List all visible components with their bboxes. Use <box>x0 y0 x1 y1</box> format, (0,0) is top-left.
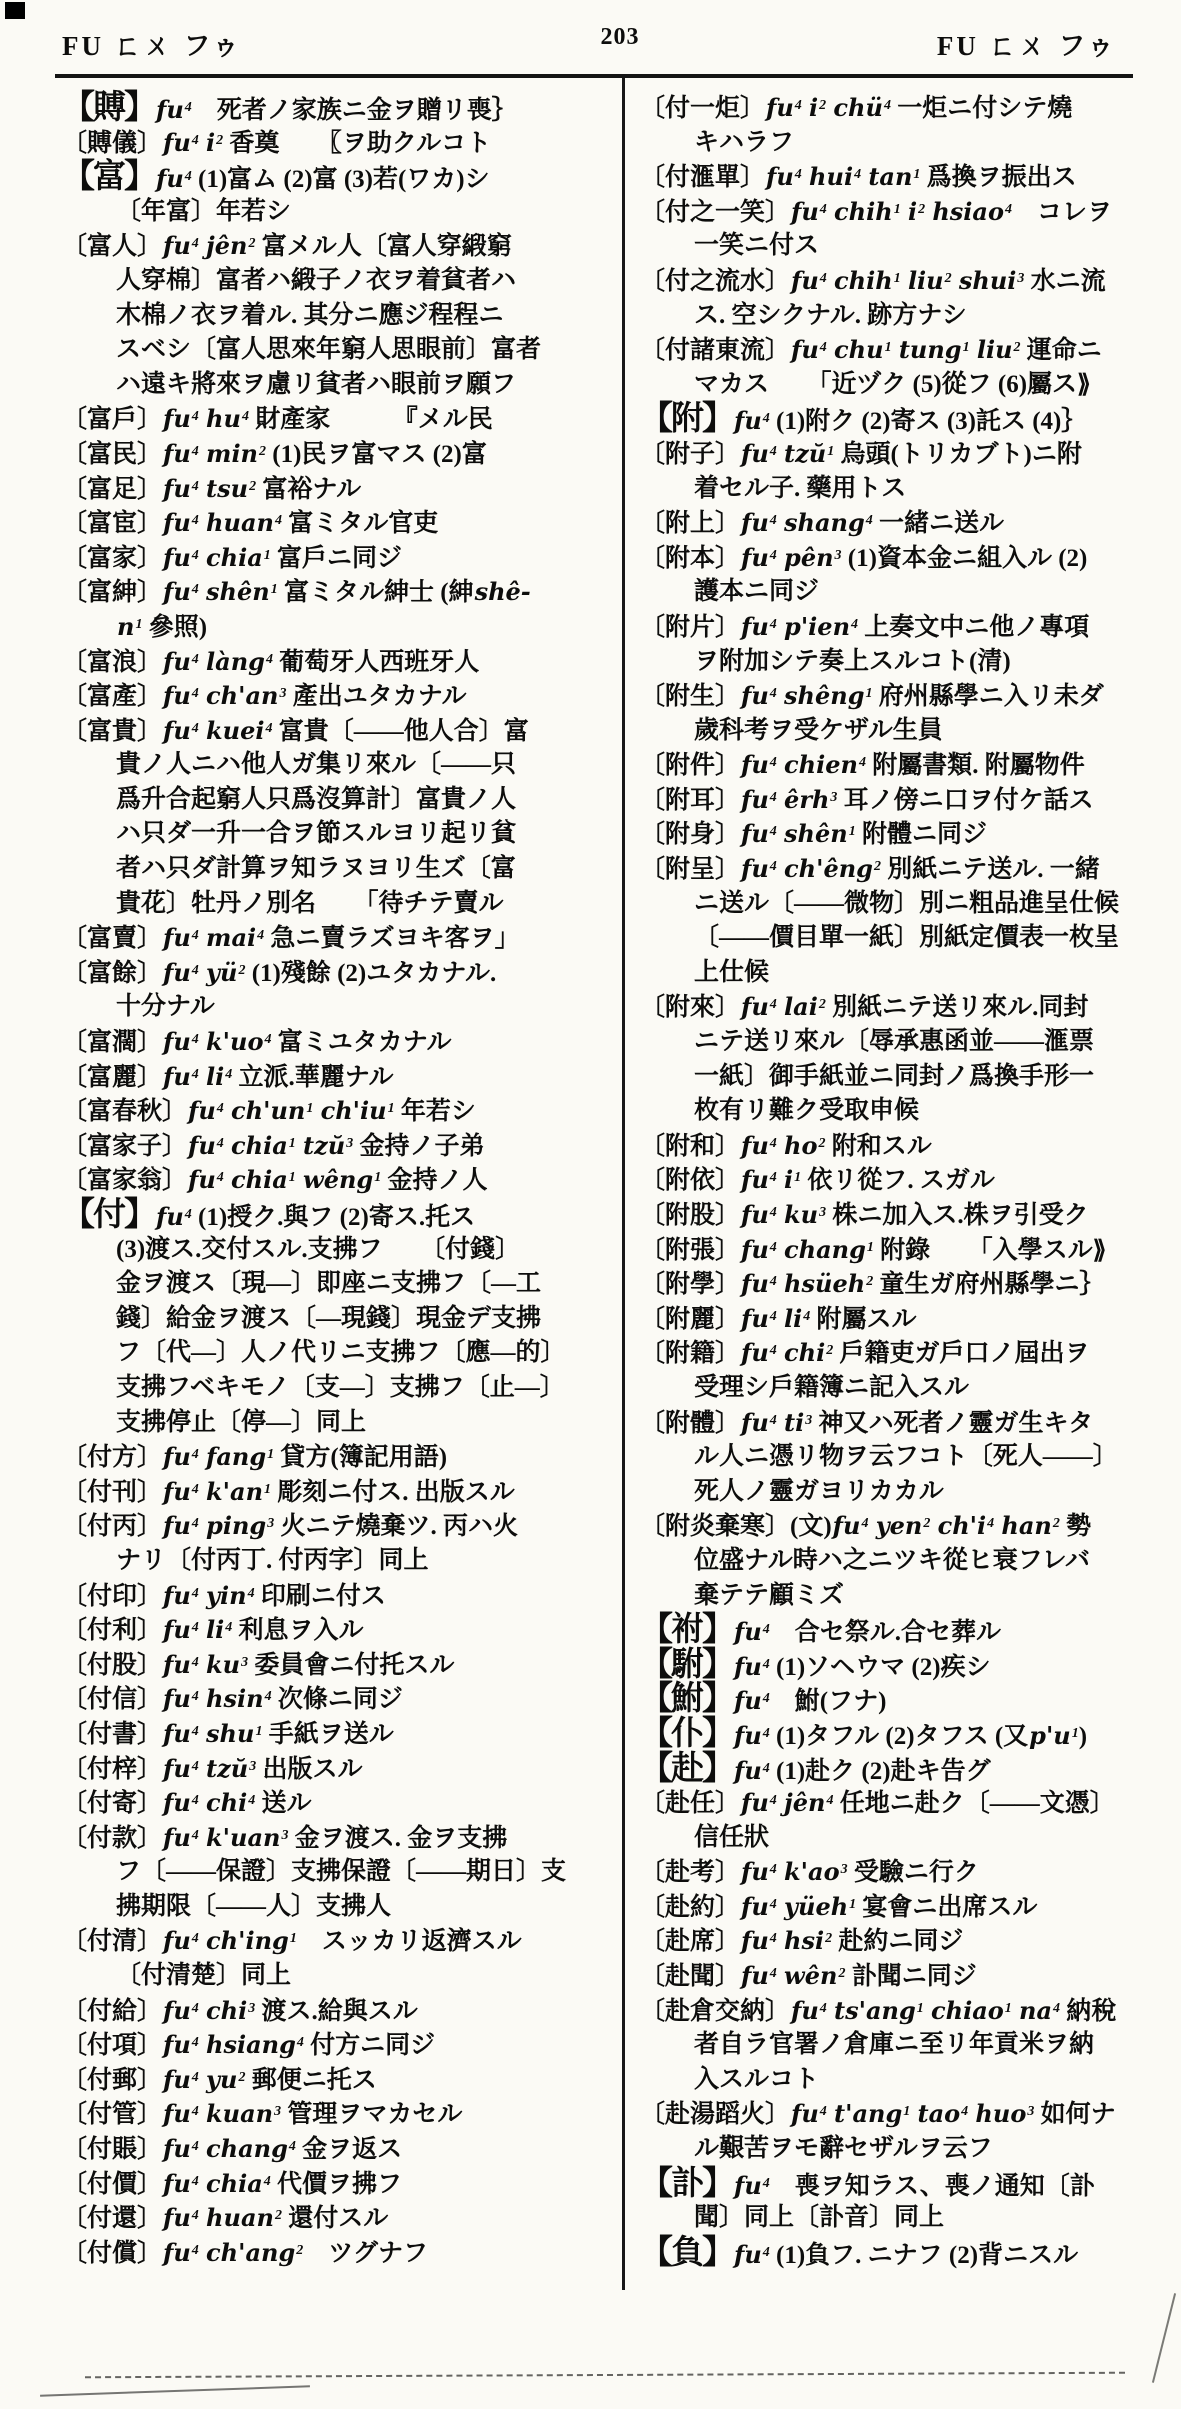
entry-line: 護本ニ同ジ <box>694 578 820 606</box>
entry-line: 〔付利〕$fu^4$ $li^4$ 利息ヲ入ル <box>62 1615 364 1645</box>
right-column <box>640 91 1160 2270</box>
entry-line: 〔富家子〕$fu^4$ chia$^1$ tzŭ$^3$ 金持ノ子弟 <box>62 1130 485 1160</box>
entry-line: 〔付之一笑〕$fu^4$ chih$^1$ $i^2$ hsiao$^4$ コレヲ <box>640 196 1112 226</box>
entry-line: 一紙〕御手紙並ニ同封ノ爲換手形一 <box>694 1062 1095 1090</box>
entry-line: 〔付滙單〕$fu^4$ hui$^4$ $\tan^1$ 爲換ヲ振出ス <box>640 162 1077 192</box>
entry-line: 【訃】$fu^4$ 喪ヲ知ラス、喪ノ通知〔訃 <box>640 2165 1095 2202</box>
entry-line: 〔付郵〕$fu^4$ $yu^2$ 郵便ニ托ス <box>62 2064 377 2094</box>
entry-line: 〔附和〕$fu^4$ $ho^2$ 附和スル <box>640 1130 932 1160</box>
bottom-rule-fragment <box>40 2385 310 2396</box>
entry-line: 〔附張〕$fu^4$ chang$^1$ 附錄 「入學スル⟫ <box>640 1234 1107 1264</box>
entry-line: 〔附件〕$fu^4$ chien$^4$ 附屬書類. 附屬物件 <box>640 750 1085 780</box>
entry-line: (3)渡ス.交付スル.支拂フ 〔付錢〕 <box>116 1235 521 1263</box>
scan-corner-blot <box>5 2 25 19</box>
entry-line: 〔富人〕$fu^4$ jên$^2$ 富メル人〔富人穿緞窮 <box>62 231 512 261</box>
entry-line: 〔附炎棄寒〕(文)$fu^4$ yen$^2$ $ch'i^4$ han$^2$ 勢 <box>640 1511 1092 1541</box>
entry-line: 着セル子. 藥用トス <box>694 474 907 502</box>
entry-line: 〔附子〕$fu^4$ tzŭ$^1$ 烏頭(トリカブト)ニ附 <box>640 438 1082 468</box>
entry-line: 〔年富〕年若シ <box>116 197 292 225</box>
entry-line: 金ヲ渡ス〔現—〕即座ニ支拂フ〔—工 <box>116 1270 542 1298</box>
entry-line: 上仕候 <box>694 958 770 986</box>
entry-line: スベシ〔富人思來年窮人思眼前〕富者 <box>116 336 542 364</box>
entry-line: 〔赴聞〕$fu^4$ wên$^2$ 訃聞ニ同ジ <box>640 1961 977 1991</box>
entry-line: 〔付方〕$fu^4$ fang$^1$ 貸方(簿記用語) <box>62 1442 448 1472</box>
entry-line: 〔付管〕$fu^4$ kuan$^3$ 管理ヲマカセル <box>62 2099 463 2129</box>
entry-line: 錢〕給金ヲ渡ス〔—現錢〕現金デ支拂 <box>116 1304 542 1332</box>
entry-line: 〔附股〕$fu^4$ $ku^3$ 株ニ加入ス.株ヲ引受ク <box>640 1200 1089 1229</box>
entry-line: マカス 「近ヅク (5)從フ (6)屬ス⟫ <box>694 370 1091 398</box>
entry-line: 〔付諸東流〕$fu^4$ chu$^1$ tung$^1$ liu$^2$ 運命ニ <box>640 335 1102 365</box>
entry-line: 【鮒】$fu^4$ 鮒(フナ) <box>640 1681 887 1718</box>
entry-line: 〔富民〕$fu^4$ $\min^2 (1)$民ヲ富マス (2)富 <box>62 438 487 468</box>
entry-line: 【附】$fu^4$ (1)附ク (2)寄ス (3)託ス (4)｝ <box>640 401 1087 438</box>
entry-line: 〔富濶〕$fu^4$ $k'uo^4$ 富ミユタカナル <box>62 1027 452 1057</box>
entry-line: 〔付書〕$fu^4$ shu$^1$ 手紙ヲ送ル <box>62 1718 394 1748</box>
entry-line: 〔附依〕$fu^4$ $i^1$ 依リ從フ. スガル <box>640 1165 995 1195</box>
entry-line: 〔付梓〕$fu^4$ tzŭ$^3$ 出版スル <box>62 1753 363 1783</box>
entry-line: ヲ附加シテ奏上スルコト(清) <box>694 647 1011 675</box>
entry-line: 〔附體〕$fu^4$ $ti^3$ 神又ハ死者ノ靈ガ生キタ <box>640 1407 1094 1437</box>
entry-line: ハ只ダ一升一合ヲ節スルヨリ起リ貧 <box>116 820 517 848</box>
entry-line: 死人ノ靈ガヨリカカル <box>694 1477 944 1505</box>
entry-line: 〔付刊〕$fu^4$ $k'an^1$ 彫刻ニ付ス. 出版スル <box>62 1476 515 1506</box>
entry-line: 〔付項〕$fu^4$ hsiang$^4$ 付方ニ同ジ <box>62 2030 436 2060</box>
entry-line: 位盛ナル時ハ之ニツキ從ヒ衰フレバ <box>694 1546 1091 1574</box>
entry-line: 〔赴席〕$fu^4$ hsi$^2$ 赴約ニ同ジ <box>640 1926 964 1956</box>
entry-line: 枚有リ難ク受取申候 <box>694 1097 920 1125</box>
entry-line: 〔富紳〕$fu^4$ shên$^1$ 富ミタル紳士 (紳shê- <box>62 577 531 607</box>
entry-line: 〔附麗〕$fu^4$ $li^4$ 附屬スル <box>640 1303 917 1333</box>
entry-line: 拂期限〔——人〕支拂人 <box>116 1892 392 1920</box>
entry-line: 貴花〕牡丹ノ別名 「待チテ賣ル <box>116 889 504 917</box>
entry-line: 〔富足〕$fu^4$ tsu$^2$ 富裕ナル <box>62 473 362 503</box>
entry-line: 〔付寄〕$fu^4$ chi$^4$ 送ル <box>62 1788 312 1818</box>
entry-line: 【駙】$fu^4$ (1)ソヘウマ (2)疾シ <box>640 1646 991 1683</box>
entry-line: 〔付款〕$fu^4$ k'uan$^3$ 金ヲ渡ス. 金ヲ支拂 <box>62 1822 508 1852</box>
entry-line: 〔附生〕$fu^4$ shêng$^1$ 府州縣學ニ入リ未ダ <box>640 681 1104 711</box>
entry-line: 〔富產〕$fu^4$ $ch'an^3$ 產出ユタカナル <box>62 681 467 711</box>
entry-line: 〔富浪〕$fu^4$ làng$^4$ 葡萄牙人西班牙人 <box>62 646 480 676</box>
header-rule <box>55 74 1133 78</box>
entry-line: 爲升合起窮人只爲沒算計〕富貴ノ人 <box>116 785 517 813</box>
entry-line: 【仆】$fu^4$ (1)タフル (2)タフス (又$p'u^1$) <box>640 1715 1088 1752</box>
entry-line: 〔付還〕$fu^4$ huan$^2$ 還付スル <box>62 2203 389 2233</box>
entry-line: 〔附片〕$fu^4$ p'ien$^4$ 上奏文中ニ他ノ專項 <box>640 611 1090 641</box>
entry-line: 入スルコト <box>694 2065 820 2093</box>
entry-line: 〔付之流水〕$fu^4$ chih$^1$ liu$^2$ shui$^3$ 水ニ流 <box>640 265 1106 295</box>
entry-line: 〔富宦〕$fu^4$ huan$^4$ 富ミタル官吏 <box>62 508 439 538</box>
entry-line: ニ送ル〔——微物〕別ニ粗品進呈仕候 <box>694 889 1120 917</box>
entry-line: 〔附上〕$fu^4$ shang$^4$ 一緒ニ送ル <box>640 508 1005 538</box>
entry-line: 聞〕同上〔訃音〕同上 <box>694 2204 945 2232</box>
entry-line: 〔——價目單一紙〕別紙定價表一枚呈 <box>694 924 1120 952</box>
entry-line: 〔付信〕$fu^4$ hsin$^4$ 次條ニ同ジ <box>62 1684 403 1714</box>
entry-line: 木棉ノ衣ヲ着ル. 其分ニ應ジ程程ニ <box>116 301 504 329</box>
entry-line: ス. 空シクナル. 跡方ナシ <box>694 301 967 329</box>
entry-line: フ〔代—〕人ノ代リニ支拂フ〔應—的〕 <box>116 1339 566 1367</box>
entry-line: 〔富戶〕$fu^4$ $hu^4$ 財產家 『メル民 <box>62 404 493 434</box>
entry-line: 〔付印〕$fu^4$ yin$^4$ 印刷ニ付ス <box>62 1580 386 1610</box>
entry-line: 〔赴任〕$fu^4$ jên$^4$ 任地ニ赴ク〔——文憑〕 <box>640 1788 1115 1818</box>
entry-line: 【祔】$fu^4$ 合セ祭ル.合セ葬ル <box>640 1612 1002 1649</box>
entry-line: 〔附呈〕$fu^4$ ch'êng$^2$ 別紙ニテ送ル. 一緒 <box>640 854 1100 884</box>
column-divider-rule <box>622 78 625 2290</box>
entry-line: 〔付清〕$fu^4$ ch'ing$^1$ スッカリ返濟スル <box>62 1926 522 1956</box>
entry-line: キハラフ <box>694 128 795 156</box>
entry-line: 〔付給〕$fu^4$ chi$^3$ 渡ス.給與スル <box>62 1995 418 2025</box>
entry-line: 〔富賣〕$fu^4$ mai$^4$ 急ニ賣ラズヨキ客ヲ」 <box>62 923 520 953</box>
entry-line: 〔付償〕$fu^4$ ch'ang$^2$ ツグナフ <box>62 2237 429 2267</box>
running-header-left: FU ㄈㄨ フゥ <box>62 31 243 61</box>
left-column <box>62 91 618 2270</box>
entry-line: ナリ〔付丙丁. 付丙字〕同上 <box>116 1546 429 1574</box>
bottom-rule <box>85 2372 1125 2379</box>
entry-line: 〔附耳〕$fu^4$ êrh$^3$ 耳ノ傍ニ口ヲ付ケ話ス <box>640 784 1094 814</box>
entry-line: 人穿棉〕富者ハ緞子ノ衣ヲ着貧者ハ <box>116 266 517 294</box>
running-header-right: FU ㄈㄨ フゥ <box>936 31 1117 61</box>
entry-line: フ〔——保證〕支拂保證〔——期日〕支 <box>116 1858 567 1886</box>
entry-line: 受理シ戶籍簿ニ記入スル <box>694 1373 970 1401</box>
entry-line: ハ遠キ將來ヲ慮リ貧者ハ眼前ヲ願フ <box>116 370 517 398</box>
entry-line: 〔付股〕$fu^4$ $ku^3$ 委員會ニ付托スル <box>62 1649 455 1679</box>
entry-line: 支拂停止〔停—〕同上 <box>116 1408 367 1436</box>
entry-line: 〔附來〕$fu^4$ lai$^2$ 別紙ニテ送リ來ル.同封 <box>640 992 1089 1022</box>
entry-line: 〔赴湯蹈火〕$fu^4$ t'ang$^1$ tao$^4$ huo$^3$ 如何ナ <box>640 2099 1116 2129</box>
entry-line: 〔賻儀〕$fu^4$ $i^2$ 香奠 〖ヲ助クルコト <box>62 127 492 157</box>
entry-line: 〔付賬〕$fu^4$ chang$^4$ 金ヲ返ス <box>62 2134 403 2164</box>
entry-line: 〔附本〕$fu^4$ pên$^3$ (1)資本金ニ組入ル (2) <box>640 542 1088 572</box>
entry-line: 十分ナル <box>116 993 215 1021</box>
entry-line: 〔富貴〕$fu^4$ kuei$^4$ 富貴〔——他人合〕富 <box>62 715 529 745</box>
entry-line: 一笑ニ付ス <box>694 232 820 260</box>
entry-line: 〔附籍〕$fu^4$ chi$^2$ 戶籍吏ガ戶口ノ屆出ヲ <box>640 1338 1090 1368</box>
entry-line: 信任狀 <box>694 1823 770 1851</box>
entry-line: 〔付清楚〕同上 <box>116 1962 292 1990</box>
entry-line: 〔付丙〕$fu^4$ ping$^3$ 火ニテ燒棄ツ. 丙ハ火 <box>62 1511 518 1541</box>
entry-line: 〔附身〕$fu^4$ shên$^1$ 附體ニ同ジ <box>640 819 987 849</box>
entry-line: 〔赴考〕$fu^4$ $k'ao^3$ 受驗ニ行ク <box>640 1857 979 1887</box>
entry-line: 【付】$fu^4$ (1)授ク.與フ (2)寄ス.托ス <box>62 1197 476 1233</box>
entry-line: 棄テテ顧ミズ <box>694 1581 845 1609</box>
entry-line: 【赴】$fu^4$ (1)赴ク (2)赴キ告グ <box>640 1750 991 1787</box>
entry-line: 貴ノ人ニハ他人ガ集リ來ル〔——只 <box>116 751 517 779</box>
entry-line: $n^1$ 參照) <box>117 611 208 641</box>
entry-line: 〔付一炬〕$fu^4$ $i^2$ chü$^4$ 一炬ニ付シテ燒 <box>640 93 1073 122</box>
entry-line: 〔附學〕$fu^4$ hsüeh$^2$ 童生ガ府州縣學ニ｝ <box>640 1269 1105 1299</box>
entry-line: 〔富家〕$fu^4$ chia$^1$ 富戶ニ同ジ <box>62 542 403 572</box>
entry-line: 者ハ只ダ計算ヲ知ラヌヨリ生ズ〔富 <box>116 855 516 883</box>
entry-line: 〔富餘〕$fu^4$ $yü^2$ (1)殘餘 (2)ユタカナル. <box>62 957 497 987</box>
scan-scratch-artifact <box>1152 2293 1176 2383</box>
entry-line: 〔赴倉交納〕$fu^4$ ts'ang$^1$ chiao$^1$ $na^4$ 納稅 <box>640 1995 1117 2025</box>
entry-line: 〔富麗〕$fu^4$ $li^4$ 立派.華麗ナル <box>62 1061 394 1091</box>
entry-line: 〔富春秋〕$fu^4$ $ch'un^1$ $ch'iu^1$ 年若シ <box>62 1096 476 1126</box>
page-number: 203 <box>600 24 640 50</box>
entry-line: 【賻】$fu^4$ 死者ノ家族ニ金ヲ贈リ喪｝ <box>62 90 517 126</box>
entry-line: 【負】$fu^4$ (1)負フ. ニナフ (2)背ニスル <box>640 2234 1079 2271</box>
entry-line: 支拂フベキモノ〔支—〕支拂フ〔止—〕 <box>116 1373 565 1401</box>
entry-line: 【富】$fu^4$ (1)富ム (2)富 (3)若(ワカ)シ <box>62 159 490 196</box>
entry-line: 〔富家翁〕$fu^4$ chia$^1$ wêng$^1$ 金持ノ人 <box>62 1165 488 1195</box>
entry-line: ル人ニ憑リ物ヲ云フコト〔死人——〕 <box>694 1443 1118 1471</box>
entry-line: 〔付價〕$fu^4$ chia$^4$ 代價ヲ拂フ <box>62 2168 403 2198</box>
entry-line: 〔赴約〕$fu^4$ yüeh$^1$ 宴會ニ出席スル <box>640 1891 1038 1921</box>
entry-line: ル艱苦ヲモ辭セザルヲ云フ <box>694 2135 993 2163</box>
entry-line: 者自ラ官署ノ倉庫ニ至リ年貢米ヲ納 <box>694 2031 1095 2059</box>
entry-line: 歲科考ヲ受ケザル生員 <box>694 716 943 744</box>
entry-line: ニテ送リ來ル〔辱承惠函並——滙票 <box>694 1028 1095 1056</box>
